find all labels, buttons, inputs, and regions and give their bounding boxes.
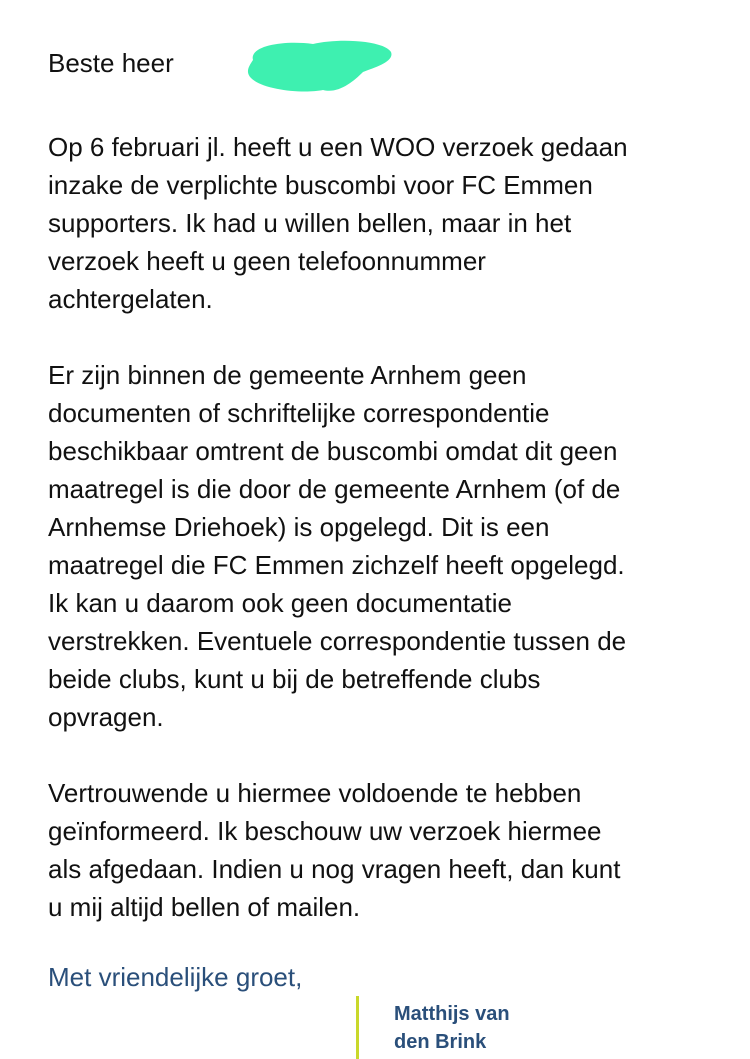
paragraph-conclusion: Vertrouwende u hiermee voldoende te hebben geïnformeerd. Ik beschouw uw verzoek hiermee als afgedaan. Indien u nog vragen heeft, dan kunt u mij altijd bellen of mailen.: [48, 778, 621, 922]
redaction-mark: [243, 38, 395, 98]
signature-block: [356, 996, 656, 1059]
greeting-line: [48, 44, 738, 82]
closing-text: Met vriendelijke groet,: [48, 962, 303, 992]
signature-name: Matthijs van den Brink: [394, 1003, 510, 1053]
paragraph-explanation: Er zijn binnen de gemeente Arnhem geen documenten of schriftelijke correspondentie beschikbaar omtrent de buscombi omdat dit geen maatregel is die door de gemeente Arnhem (of de Arnhemse Driehoek) is opgelegd. Dit is een maatregel die FC Emmen zichzelf heeft opgelegd. Ik kan u daarom ook geen documentatie verstrekken. Eventuele correspondentie tussen de beide clubs, kunt u bij de betreffende clubs opvragen.: [48, 360, 627, 732]
signature-divider: [356, 996, 359, 1059]
email-body: [48, 44, 738, 992]
paragraph-request: Op 6 februari jl. heeft u een WOO verzoek gedaan inzake de verplichte buscombi voor FC Emmen supporters. Ik had u willen bellen, maar in het verzoek heeft u geen telefoonnummer achtergelaten.: [48, 132, 628, 314]
greeting-text: Beste heer: [48, 48, 174, 78]
